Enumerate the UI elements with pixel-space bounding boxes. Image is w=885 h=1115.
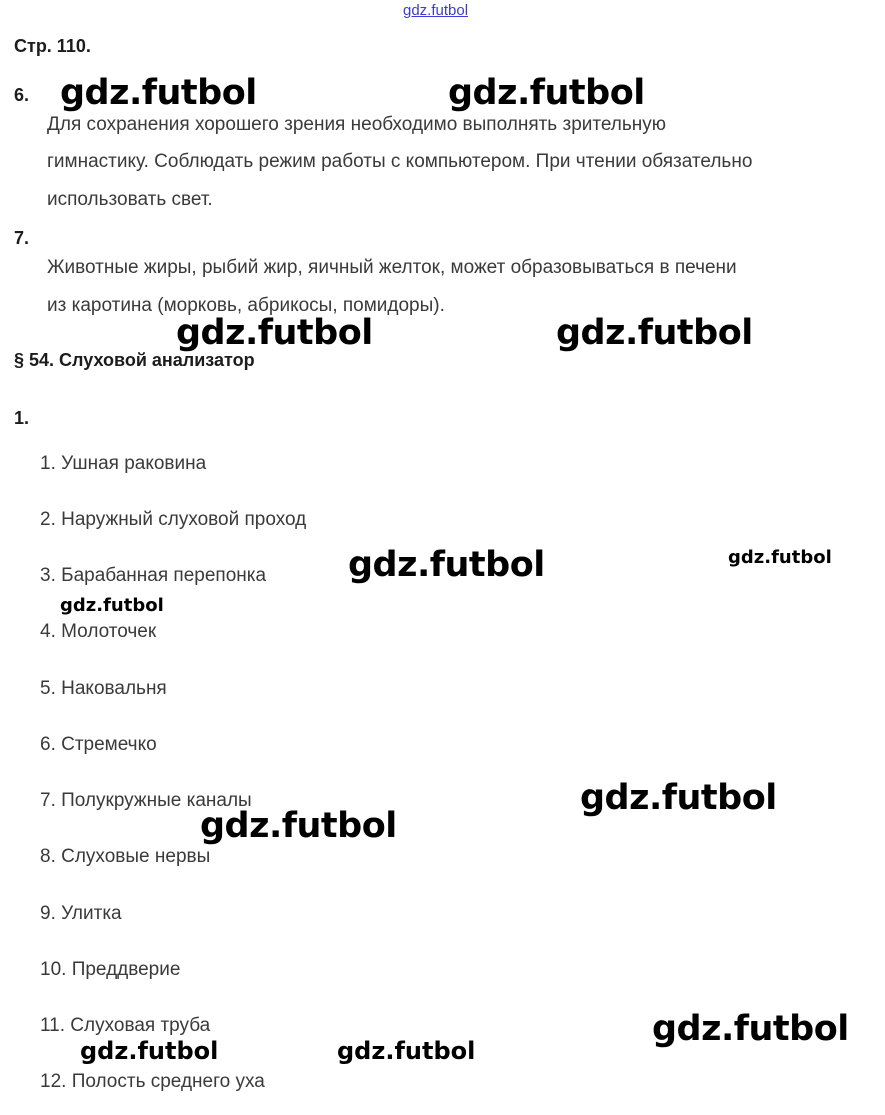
watermark: gdz.futbol xyxy=(80,1037,219,1065)
task-number: 7. xyxy=(14,228,30,248)
task-text-line: из каротина (морковь, абрикосы, помидоры). xyxy=(47,295,445,316)
list-item: 3. Барабанная перепонка xyxy=(40,565,267,586)
task-text-line: Для сохранения хорошего зрения необходимо выполнять зрительную xyxy=(47,114,667,135)
section-title: § 54. Слуховой анализатор xyxy=(14,350,255,370)
list-item: 10. Преддверие xyxy=(40,959,181,980)
list-item: 6. Стремечко xyxy=(40,734,157,755)
watermark: gdz.futbol xyxy=(60,73,257,113)
list-item: 2. Наружный слуховой проход xyxy=(40,509,307,530)
watermark: gdz.futbol xyxy=(176,313,373,353)
list-item: 12. Полость среднего уха xyxy=(40,1071,265,1092)
list-item: 9. Улитка xyxy=(40,903,122,924)
watermark: gdz.futbol xyxy=(728,547,832,568)
watermark: gdz.futbol xyxy=(200,806,397,846)
site-link[interactable]: gdz.futbol xyxy=(403,2,469,19)
task-text-line: Животные жиры, рыбий жир, яичный желток, может образовываться в печени xyxy=(47,257,737,278)
watermark: gdz.futbol xyxy=(60,595,164,616)
list-item: 8. Слуховые нервы xyxy=(40,846,211,867)
watermark: gdz.futbol xyxy=(652,1009,849,1049)
page-heading: Стр. 110. xyxy=(14,36,91,56)
question-number: 1. xyxy=(14,408,30,428)
list-item: 4. Молоточек xyxy=(40,621,157,642)
list-item: 11. Слуховая труба xyxy=(40,1015,211,1036)
watermark: gdz.futbol xyxy=(337,1037,476,1065)
watermark: gdz.futbol xyxy=(348,545,545,585)
task-text-line: использовать свет. xyxy=(47,189,213,210)
list-item: 7. Полукружные каналы xyxy=(40,790,252,811)
list-item: 5. Наковальня xyxy=(40,678,167,699)
watermark: gdz.futbol xyxy=(556,313,753,353)
task-number: 6. xyxy=(14,85,30,105)
list-item: 1. Ушная раковина xyxy=(40,453,207,474)
watermark: gdz.futbol xyxy=(448,73,645,113)
task-text-line: гимнастику. Соблюдать режим работы с компьютером. При чтении обязательно xyxy=(47,151,753,172)
watermark: gdz.futbol xyxy=(580,778,777,818)
